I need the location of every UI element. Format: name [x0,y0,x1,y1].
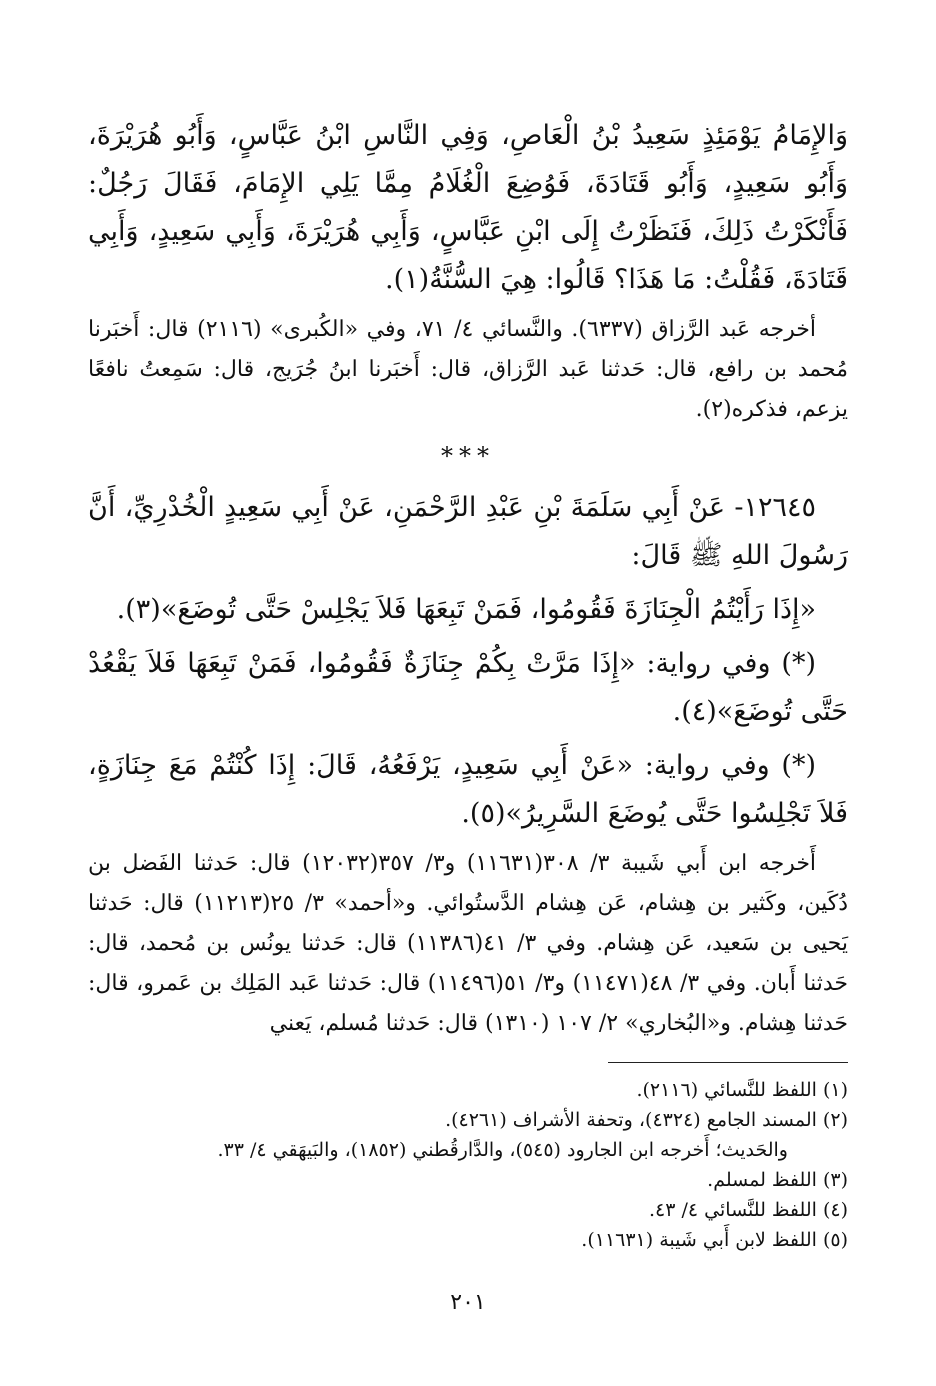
page-number: ٢٠١ [450,1290,486,1315]
footnote-divider [608,1062,848,1063]
takhrij-paragraph-2: أَخرجه ابن أَبي شَيبة ٣/ ٣٠٨(١١٦٣١) و٣/ ٣٥٧(١٢٠٣٢) قال: حَدثنا الفَضل بن دُكَين، وكَثير بن هِشام، عَن هِشام الدَّستُوائي. و«أحمد» ٣/ ٢٥(١١٢١٣) قال: حَدثنا يَحيى بن سَعيد، عَن هِشام. وفي ٣/ ٤١(١١٣٨٦) قال: حَدثنا يونُس بن مُحمد، قال: حَدثنا أَبان. وفي ٣/ ٤٨(١١٤٧١) و٣/ ٥١(١١٤٩٦) قال: حَدثنا عَبد المَلِك بن عَمرو، قال: حَدثنا هِشام. و«البُخاري» ٢/ ١٠٧ (١٣١٠) قال: حَدثنا مُسلم، يَعني [88,851,848,1036]
footnote-5: (٥) اللفظ لابن أَبي شَيبة (١١٦٣١). [581,1229,848,1251]
main-text-2 [88,484,848,838]
footnote-2-continuation: والحَديث؛ أَخرجه ابن الجارود (٥٤٥)، والدَّارقُطني (١٨٥٢)، والبَيهَقي ٤/ ٣٣. [217,1139,788,1161]
footnote-2: (٢) المسند الجامع (٤٣٢٤)، وتحفة الأشراف (٤٢٦١). [445,1109,848,1131]
hadith-quote: «إِذَا رَأَيْتُمُ الْجِنَازَةَ فَقُومُوا، فَمَنْ تَبِعَهَا فَلاَ يَجْلِسْ حَتَّى تُوضَعَ»(٣). [116,594,816,625]
section-separator: *** [441,442,495,470]
riwaya-2: (*) وفي رواية: «عَنْ أَبِي سَعِيدٍ، يَرْفَعُهُ، قَالَ: إِذَا كُنْتُمْ مَعَ جِنَازَةٍ، فَلاَ تَجْلِسُوا حَتَّى يُوضَعَ السَّرِيرُ»(٥). [88,750,848,829]
hadith-continuation: وَالإِمَامُ يَوْمَئِذٍ سَعِيدُ بْنُ الْعَاصِ، وَفِي النَّاسِ ابْنُ عَبَّاسٍ، وَأَبُو هُرَيْرَةَ، وَأَبُو سَعِيدٍ، وَأَبُو قَتَادَةَ، فَوُضِعَ الْغُلَامُ مِمَّا يَلِي الإِمَامَ، فَقَالَ رَجُلٌ: فَأَنْكَرْتُ ذَلِكَ، فَنَظَرْتُ إِلَى ابْنِ عَبَّاسٍ، وَأَبِي هُرَيْرَةَ، وَأَبِي سَعِيدٍ، وَأَبِي قَتَادَةَ، فَقُلْتُ: مَا هَذَا؟ قَالُوا: هِيَ السُّنَّةُ(١). [88,120,848,295]
hadith-heading: ١٢٦٤٥- عَنْ أَبِي سَلَمَةَ بْنِ عَبْدِ الرَّحْمَنِ، عَنْ أَبِي سَعِيدٍ الْخُدْرِيِّ، أَنَّ رَسُولَ اللهِ ﷺ قَالَ: [88,492,848,571]
main-text [88,112,848,304]
footnotes [88,1075,848,1255]
footnote-1: (١) اللفظ للنَّسائي (٢١١٦). [636,1079,848,1101]
takhrij-paragraph: أخرجه عَبد الرَّزاق (٦٣٣٧). والنَّسائي ٤/ ٧١، وفي «الكُبرى» (٢١١٦) قال: أَخبَرنا مُحمد بن رافع، قال: حَدثنا عَبد الرَّزاق، قال: أَخبَرنا ابنُ جُرَيج، قال: سَمِعتُ نافعًا يزعم، فذكره(٢). [88,317,848,422]
page-body [88,112,848,1255]
footnote-4: (٤) اللفظ للنَّسائي ٤/ ٤٣. [649,1199,848,1221]
riwaya-1: (*) وفي رواية: «إِذَا مَرَّتْ بِكُمْ جِنَازَةٌ فَقُومُوا، فَمَنْ تَبِعَهَا فَلاَ يَقْعُدْ حَتَّى تُوضَعَ»(٤). [88,648,848,727]
footnote-3: (٣) اللفظ لمسلم. [707,1169,848,1191]
